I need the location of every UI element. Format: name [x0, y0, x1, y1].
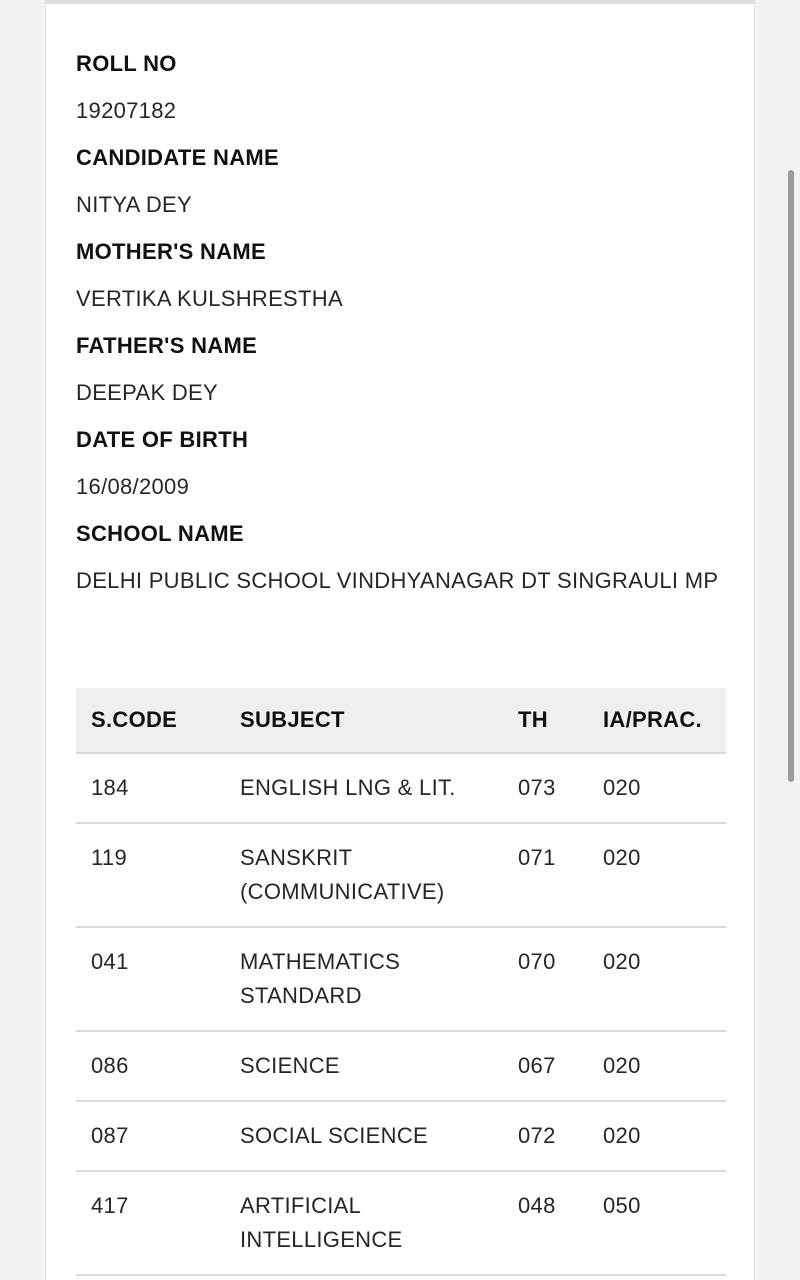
- row-ia: 020: [588, 823, 726, 927]
- row-subject: SANSKRIT (COMMUNICATIVE): [225, 823, 503, 927]
- row-subject: SCIENCE: [225, 1031, 503, 1101]
- table-row: [76, 1101, 726, 1171]
- row-code: 184: [76, 753, 225, 823]
- result-card: [45, 0, 755, 1280]
- roll-no-value: 19207182: [76, 98, 177, 123]
- row-code: 041: [76, 927, 225, 1031]
- table-row: [76, 823, 726, 927]
- table-row: [76, 753, 726, 823]
- father-name-value: DEEPAK DEY: [76, 380, 218, 405]
- school-name-label: SCHOOL NAME: [76, 521, 244, 546]
- header-scode: S.CODE: [76, 688, 225, 753]
- header-th: TH: [503, 688, 588, 753]
- candidate-name-label: CANDIDATE NAME: [76, 145, 280, 170]
- dob-label: DATE OF BIRTH: [76, 427, 249, 452]
- header-subject: SUBJECT: [225, 688, 503, 753]
- dob-value: 16/08/2009: [76, 474, 190, 499]
- marks-header-row: [76, 688, 726, 753]
- header-ia-prac: IA/PRAC.: [588, 688, 726, 753]
- candidate-info: [76, 40, 736, 604]
- roll-no-label: ROLL NO: [76, 51, 177, 76]
- father-name-label: FATHER'S NAME: [76, 333, 258, 358]
- row-ia: 020: [588, 1031, 726, 1101]
- mother-name-value: VERTIKA KULSHRESTHA: [76, 286, 343, 311]
- row-subject: ENGLISH LNG & LIT.: [225, 753, 503, 823]
- row-subject: MATHEMATICS STANDARD: [225, 927, 503, 1031]
- row-th: 073: [503, 753, 588, 823]
- page-scrollbar[interactable]: [788, 170, 794, 782]
- table-row: [76, 1171, 726, 1275]
- table-row: [76, 1031, 726, 1101]
- row-code: 119: [76, 823, 225, 927]
- row-th: 067: [503, 1031, 588, 1101]
- row-th: 070: [503, 927, 588, 1031]
- table-row: [76, 927, 726, 1031]
- row-ia: 050: [588, 1171, 726, 1275]
- school-name-value: DELHI PUBLIC SCHOOL VINDHYANAGAR DT SINGRAULI MP: [76, 568, 719, 593]
- row-ia: 020: [588, 1101, 726, 1171]
- row-ia: 020: [588, 927, 726, 1031]
- row-subject: SOCIAL SCIENCE: [225, 1101, 503, 1171]
- row-th: 071: [503, 823, 588, 927]
- candidate-name-value: NITYA DEY: [76, 192, 192, 217]
- row-th: 072: [503, 1101, 588, 1171]
- marks-table: [76, 688, 726, 1276]
- row-code: 417: [76, 1171, 225, 1275]
- row-subject: ARTIFICIAL INTELLIGENCE: [225, 1171, 503, 1275]
- row-code: 086: [76, 1031, 225, 1101]
- row-code: 087: [76, 1101, 225, 1171]
- row-th: 048: [503, 1171, 588, 1275]
- mother-name-label: MOTHER'S NAME: [76, 239, 267, 264]
- row-ia: 020: [588, 753, 726, 823]
